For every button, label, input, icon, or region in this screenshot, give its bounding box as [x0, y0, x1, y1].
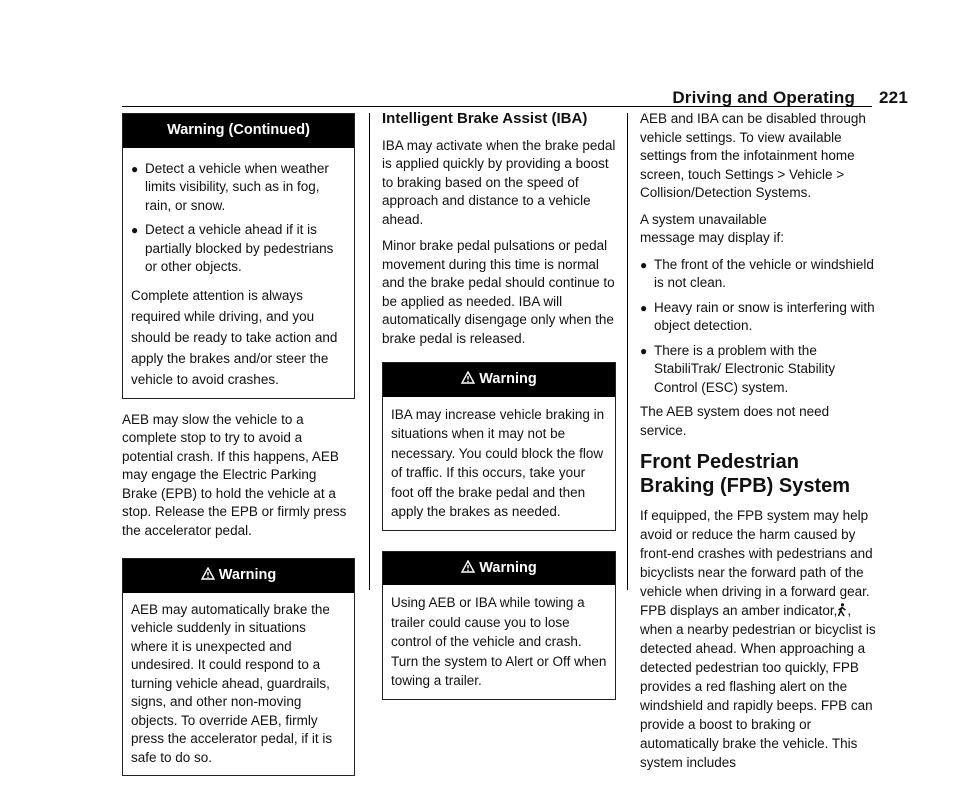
warning-text: Complete attention is always required while driving, and you should be ready to take action and apply the brakes and/or steer the vehicle to avoid crashes. — [131, 287, 338, 387]
body-paragraph: AEB and IBA can be disabled through vehicle settings. To view available settings from the infotainment home screen, touch Settings > Vehicle > Collision/Detection Systems. — [640, 111, 866, 200]
page-number: 221 — [879, 88, 908, 107]
body-paragraph: AEB may slow the vehicle to a complete stop to try to avoid a potential crash. If this happens, AEB may engage the Electric Parking Brake (EPB) to hold the vehicle at a stop. Release the EPB or firmly press the accelerator pedal. — [122, 411, 347, 538]
section-heading: Intelligent Brake Assist (IBA) — [382, 110, 588, 127]
list-item: ● Heavy rain or snow is interfering with object detection. — [640, 299, 876, 336]
warning-triangle-icon — [461, 371, 475, 385]
body-paragraph: Minor brake pedal pulsations or pedal movement during this time is normal and the brake pedal should continue to be applied as needed. IBA will automatically disengage only when the brake pedal is released. — [382, 238, 615, 346]
warning-text: Using AEB or IBA while towing a trailer could cause you to lose control of the vehicle and crash. Turn the system to Alert or Off when towing a trailer. — [391, 595, 607, 688]
bullet-icon: ● — [640, 257, 648, 272]
bullet-icon: ● — [640, 343, 648, 358]
warning-box-title: Warning — [383, 363, 615, 397]
section-title: Driving and Operating — [672, 88, 856, 107]
warning-triangle-icon — [201, 567, 215, 581]
warning-box — [122, 558, 355, 776]
list-item: ● Detect a vehicle when weather limits visibility, such as in fog, rain, or snow. — [131, 160, 346, 216]
warning-triangle-icon — [461, 560, 475, 574]
body-paragraph: A system unavailable message may display if: — [640, 211, 785, 245]
column-3 — [640, 110, 876, 780]
list-item: ● The front of the vehicle or windshield is not clean. — [640, 256, 876, 293]
column-divider — [369, 113, 370, 590]
body-paragraph: IBA may activate when the brake pedal is applied quickly by providing a boost to braking based on the speed of approach and distance to a vehicle ahead. — [382, 137, 616, 227]
column-divider — [627, 113, 628, 590]
warning-box-continued — [122, 113, 355, 399]
warning-box-title: Warning — [383, 552, 615, 586]
body-paragraph: If equipped, the FPB system may help avoid or reduce the harm caused by front-end crashes with pedestrians and bicyclists near the forward path of the vehicle when driving in a forward gear. FPB displays an amber indicator, , when a nearby pedestrian or bicyclist is detected ahead. When approaching a detected pedestrian too quickly, FPB provides a red flashing alert on the windshield and rapidly beeps. FPB can provide a boost to braking or automatically brake the vehicle. This system includes — [640, 508, 876, 770]
page-header — [672, 88, 908, 108]
list-item: ● There is a problem with the StabiliTrak/ Electronic Stability Control (ESC) system. — [640, 342, 876, 398]
pedestrian-icon — [837, 603, 847, 617]
warning-text: IBA may increase vehicle braking in situations when it may not be necessary. You could block the flow of traffic. If this occurs, take your foot off the brake pedal and then apply the brakes as needed. — [391, 406, 605, 519]
bullet-icon: ● — [131, 161, 139, 176]
body-paragraph: The AEB system does not need service. — [640, 404, 830, 438]
bullet-icon: ● — [640, 300, 648, 315]
warning-box-title: Warning (Continued) — [123, 114, 354, 148]
warning-text: AEB may automatically brake the vehicle suddenly in situations where it is unexpected and undesired. It could respond to a turning vehicle ahead, guardrails, signs, and other non-moving objects. To override AEB, firmly press the accelerator pedal, if it is safe to do so. — [131, 601, 333, 765]
bullet-icon: ● — [131, 223, 139, 237]
list-item: ● Detect a vehicle ahead if it is partially blocked by pedestrians or other objects. — [131, 221, 346, 277]
column-1 — [122, 113, 355, 786]
warning-box — [382, 362, 616, 531]
warning-box-title: Warning — [123, 559, 354, 593]
warning-box — [382, 551, 616, 700]
header-rule — [122, 106, 872, 107]
section-heading: Front Pedestrian Braking (FPB) System — [640, 451, 851, 497]
column-2 — [382, 110, 616, 710]
